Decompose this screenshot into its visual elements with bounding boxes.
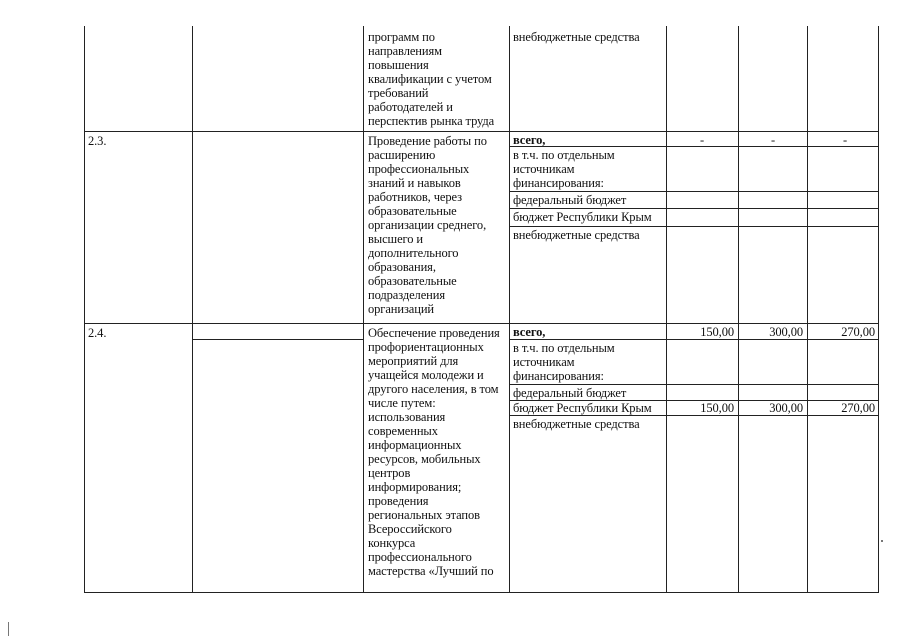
- measure-text-continuation: программ по направлениям повышения квалификации с учетом требований работодателей и перспектив рынка труда: [368, 30, 495, 128]
- source-offbudget: внебюджетные средства: [513, 30, 640, 44]
- subrow-divider: [509, 339, 879, 340]
- row-divider-2-3: [84, 131, 879, 132]
- column-divider-year-2: [807, 26, 808, 593]
- measure-text: Проведение работы по расширению профессиональных знаний и навыков работников, через образовательные организации среднего, высшего и дополнительного образования, образовательные подразделения организаций: [368, 134, 487, 316]
- subrow-divider: [509, 208, 879, 209]
- column-divider-executor: [363, 26, 364, 593]
- total-year-3: 270,00: [841, 325, 875, 339]
- subrow-divider: [509, 146, 879, 147]
- crimea-year-3: 270,00: [841, 401, 875, 415]
- total-year-2: -: [771, 133, 776, 147]
- subrow-divider: [509, 226, 879, 227]
- crimea-year-2: 300,00: [769, 401, 803, 415]
- table-border-right: [878, 26, 879, 593]
- subrow-divider: [192, 339, 363, 340]
- column-divider-measure: [509, 26, 510, 593]
- column-divider-source: [666, 26, 667, 593]
- source-crimea: бюджет Республики Крым: [513, 401, 652, 415]
- scan-dot: [881, 540, 883, 542]
- table-border-bottom: [84, 592, 879, 593]
- source-total-label: всего,: [513, 325, 546, 339]
- source-total-label: всего,: [513, 133, 546, 147]
- source-offbudget: внебюджетные средства: [513, 417, 640, 431]
- total-year-3: -: [843, 133, 848, 147]
- source-offbudget: внебюджетные средства: [513, 228, 640, 242]
- source-crimea: бюджет Республики Крым: [513, 210, 652, 224]
- source-breakdown-label: в т.ч. по отдельным источникам финансирования:: [513, 341, 615, 383]
- column-divider-year-1: [738, 26, 739, 593]
- source-federal: федеральный бюджет: [513, 386, 627, 400]
- total-year-2: 300,00: [769, 325, 803, 339]
- scan-mark: [8, 622, 9, 636]
- source-breakdown-label: в т.ч. по отдельным источникам финансирования:: [513, 148, 615, 190]
- subrow-divider: [509, 415, 879, 416]
- column-divider-index: [192, 26, 193, 593]
- row-divider-2-4: [84, 323, 879, 324]
- subrow-divider: [509, 191, 879, 192]
- crimea-year-1: 150,00: [700, 401, 734, 415]
- subrow-divider: [509, 384, 879, 385]
- total-year-1: 150,00: [700, 325, 734, 339]
- source-federal: федеральный бюджет: [513, 193, 627, 207]
- measure-text: Обеспечение проведения профориентационных мероприятий для учащейся молодежи и другого населения, в том числе путем: использования современных информационных ресурсов, мобильных центров информирования; проведения региональных этапов Всероссийского конкурса профессионального мастерства «Лучший по: [368, 326, 500, 578]
- row-index: 2.3.: [88, 134, 107, 148]
- total-year-1: -: [700, 133, 705, 147]
- table-border-left: [84, 26, 85, 593]
- row-index: 2.4.: [88, 326, 107, 340]
